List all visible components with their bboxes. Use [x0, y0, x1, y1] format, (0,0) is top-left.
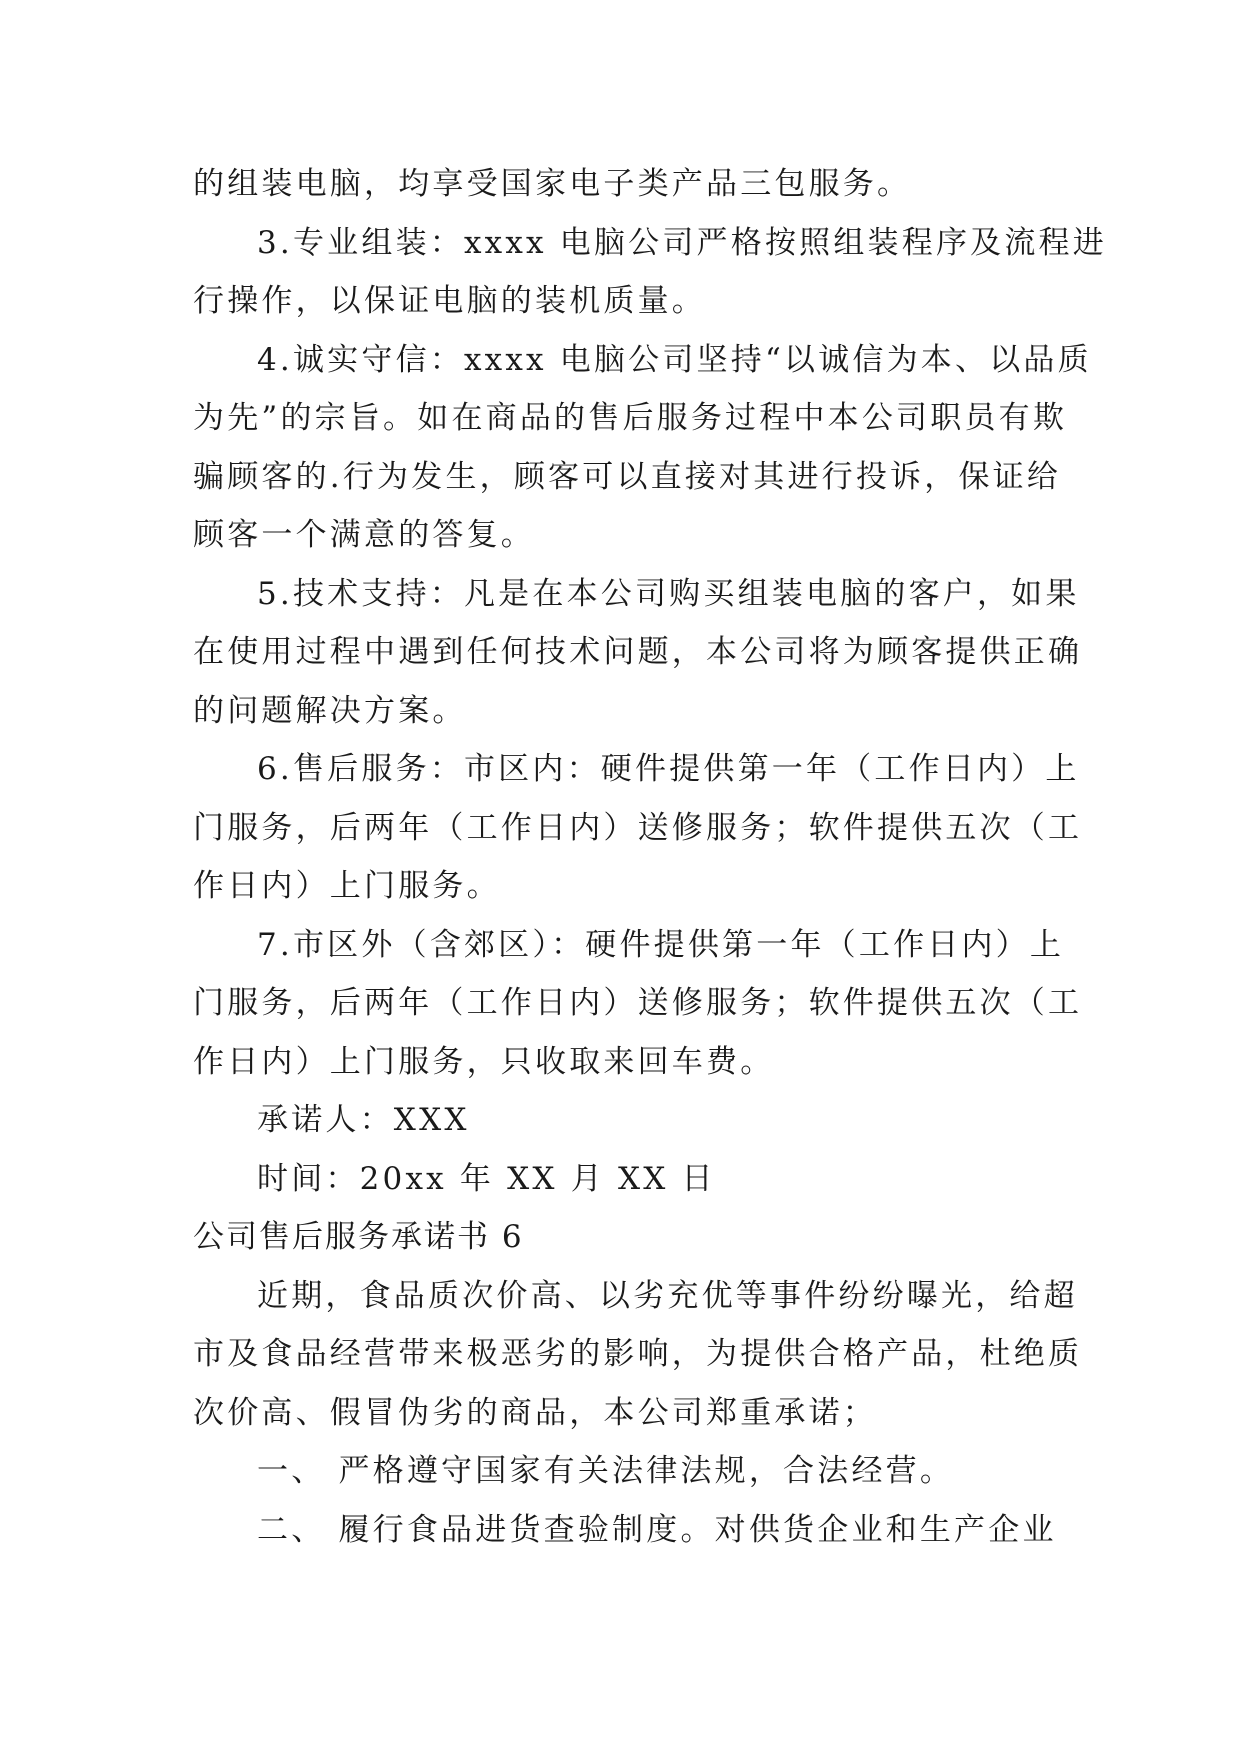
promise-1-line: 一、 严格遵守国家有关法律法规，合法经营。: [257, 1453, 955, 1489]
item-5-line-3: 的问题解决方案。: [193, 692, 467, 729]
item-3-line-1: 3.专业组装：xxxx 电脑公司严格按照组装程序及流程进: [257, 224, 1107, 261]
item-3-line-2: 行操作，以保证电脑的装机质量。: [193, 283, 706, 319]
item-5-line-2: 在使用过程中遇到任何技术问题，本公司将为顾客提供正确: [193, 634, 1083, 670]
item-4-line-1: 4.诚实守信：xxxx 电脑公司坚持“以诚信为本、以品质: [257, 341, 1092, 378]
document-body: [193, 155, 1107, 1559]
item-6-line-2: 门服务，后两年（工作日内）送修服务；软件提供五次（工: [193, 809, 1083, 846]
promisor-line: 承诺人：XXX: [257, 1102, 470, 1138]
item-6-line-3: 作日内）上门服务。: [193, 868, 501, 904]
date-line: 时间：20xx 年 XX 月 XX 日: [257, 1160, 716, 1197]
promise-2-line: 二、 履行食品进货查验制度。对供货企业和生产企业: [257, 1511, 1057, 1548]
section-heading: 公司售后服务承诺书 6: [193, 1219, 524, 1255]
intro-line-2: 市及食品经营带来极恶劣的影响，为提供合格产品，杜绝质: [193, 1336, 1083, 1372]
intro-line-3: 次价高、假冒伪劣的商品，本公司郑重承诺；: [193, 1394, 877, 1431]
item-5-line-1: 5.技术支持：凡是在本公司购买组装电脑的客户，如果: [257, 575, 1080, 612]
item-7-line-2: 门服务，后两年（工作日内）送修服务；软件提供五次（工: [193, 985, 1083, 1021]
item-4-line-2: 为先”的宗旨。如在商品的售后服务过程中本公司职员有欺: [193, 400, 1068, 436]
intro-line-1: 近期，食品质次价高、以劣充优等事件纷纷曝光，给超: [257, 1277, 1078, 1314]
item-7-line-1: 7.市区外（含郊区）：硬件提供第一年（工作日内）上: [257, 926, 1065, 963]
item-4-line-4: 顾客一个满意的答复。: [193, 517, 535, 553]
text-line: 的组装电脑，均享受国家电子类产品三包服务。: [193, 166, 912, 202]
item-7-line-3: 作日内）上门服务，只收取来回车费。: [193, 1043, 775, 1080]
item-4-line-3: 骗顾客的.行为发生，顾客可以直接对其进行投诉，保证给: [193, 458, 1062, 495]
item-6-line-1: 6.售后服务：市区内：硬件提供第一年（工作日内）上: [257, 751, 1080, 787]
